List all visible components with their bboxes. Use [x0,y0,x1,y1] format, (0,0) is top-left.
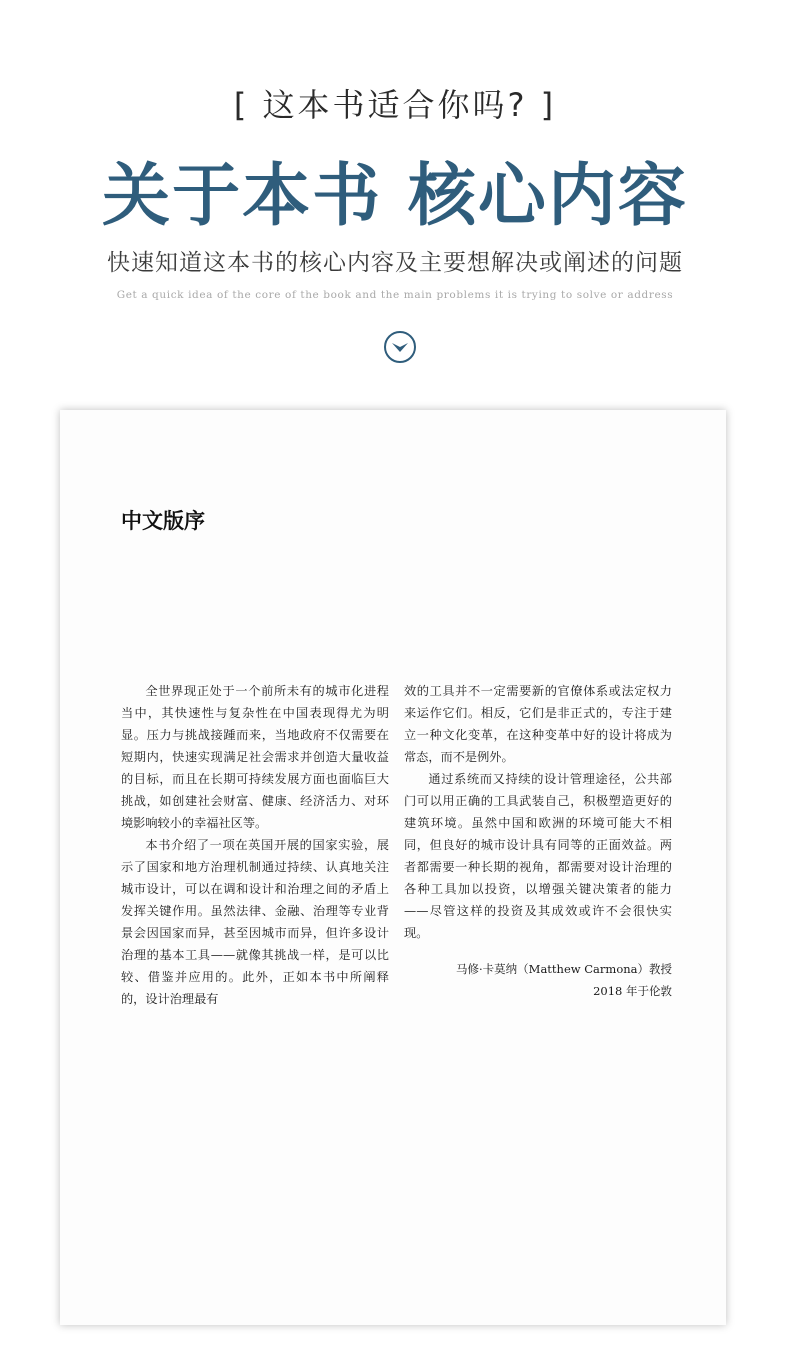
left-column [121,680,389,1010]
paragraph: 本书介绍了一项在英国开展的国家实验，展示了国家和地方治理机制通过持续、认真地关注城市设计，可以在调和设计和治理之间的矛盾上发挥关键作用。虽然法律、金融、治理等专业背景会因国家而异，甚至因城市而异，但许多设计治理的基本工具——就像其挑战一样，是可以比较、借鉴并应用的。此外，正如本书中所阐释的，设计治理最有 [121,838,389,1006]
right-column [404,680,672,1002]
tagline: [ 这本书适合你吗? ] [233,86,557,124]
section-subtitle-english: Get a quick idea of the core of the book and the main problems it is trying to solve or address [116,289,674,301]
section-subtitle: 快速知道这本书的核心内容及主要想解决或阐述的问题 [107,250,683,276]
signature-place-date: 2018 年于伦敦 [593,984,672,998]
paragraph: 全世界现正处于一个前所未有的城市化进程当中，其快速性与复杂性在中国表现得尤为明显。压力与挑战接踵而来，当地政府不仅需要在短期内，快速实现满足社会需求并创造大量收益的目标，而且在长期可持续发展方面也面临巨大挑战，如创建社会财富、健康、经济活力、对环境影响较小的幸福社区等。 [121,684,389,830]
header [0,0,790,400]
signature [404,958,672,1002]
paragraph: 通过系统而又持续的设计管理途径，公共部门可以用正确的工具武装自己，积极塑造更好的建筑环境。虽然中国和欧洲的环境可能大不相同，但良好的城市设计具有同等的正面效益。两者都需要一种长期的视角，都需要对设计治理的各种工具加以投资，以增强关键决策者的能力——尽管这样的投资及其成效或许不会很快实现。 [404,772,672,940]
signature-name: 马修·卡莫纳（Matthew Carmona）教授 [456,962,672,976]
paragraph: 效的工具并不一定需要新的官僚体系或法定权力来运作它们。相反，它们是非正式的，专注于建立一种文化变革，在这种变革中好的设计将成为常态，而不是例外。 [404,684,672,764]
section-title: 关于本书 核心内容 [102,156,688,236]
page-heading: 中文版序 [121,509,205,533]
chevron-down-circle-icon [383,330,417,364]
